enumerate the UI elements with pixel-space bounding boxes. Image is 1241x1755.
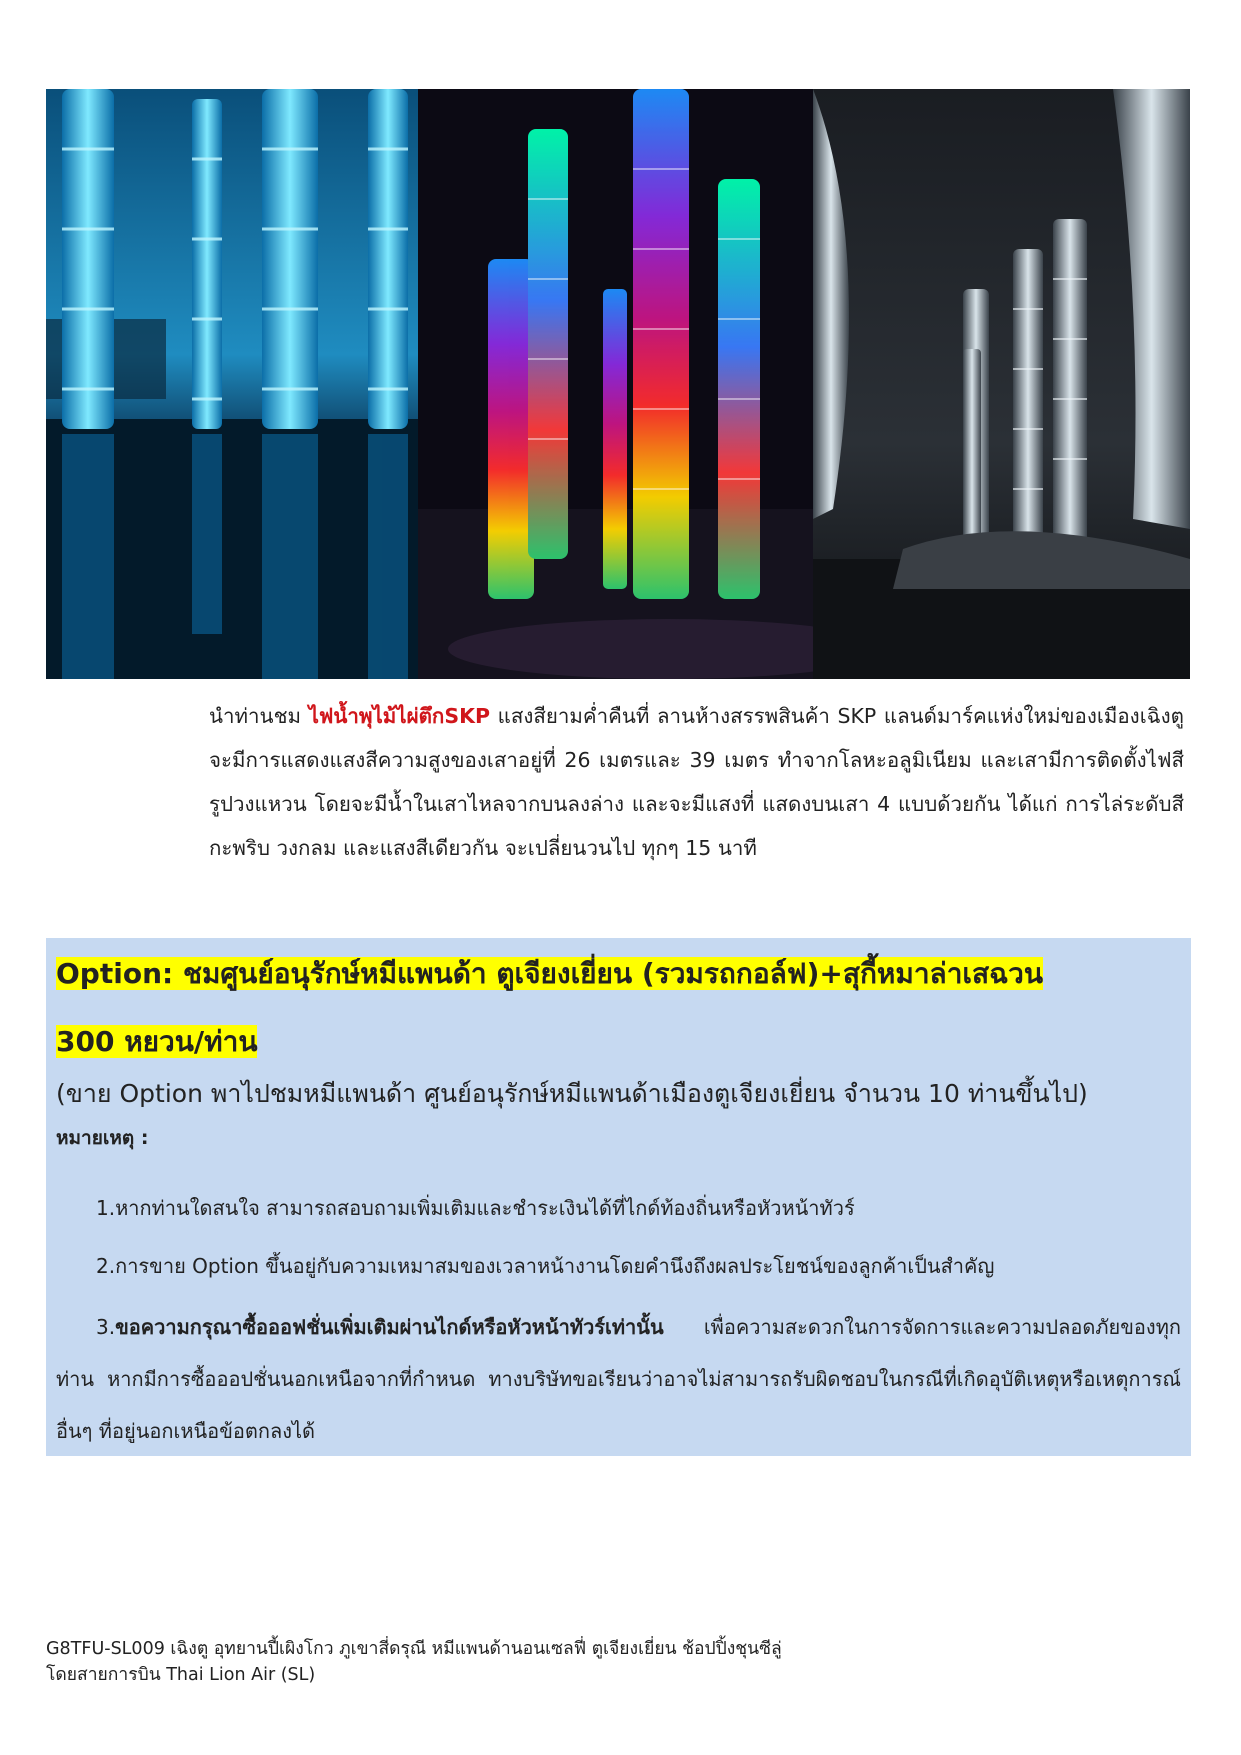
option-title-line2: 300 หยวน/ท่าน: [56, 1025, 258, 1058]
blue-fountain-pillars-photo: [46, 89, 418, 679]
note3-bold: ขอความกรุณาซื้อออฟชั่นเพิ่มเติมผ่านไกด์หรือหัวหน้าทัวร์เท่านั้น: [115, 1315, 664, 1339]
intro-lead: นำท่านชม: [209, 704, 309, 728]
note-item-1: 1.หากท่านใดสนใจ สามารถสอบถามเพิ่มเติมและชำระเงินได้ที่ไกด์ท้องถิ่นหรือหัวหน้าทัวร์: [96, 1196, 855, 1220]
option-subtitle: (ขาย Option พาไปชมหมีแพนด้า ศูนย์อนุรักษ์หมีแพนด้าเมืองตูเจียงเยี่ยน จำนวน 10 ท่านขึ้นไป): [56, 1079, 1088, 1108]
rainbow-fountain-pillars-photo: [418, 89, 813, 679]
photo-strip: [46, 89, 1190, 679]
note-heading: หมายเหตุ :: [56, 1127, 149, 1149]
intro-body: แสงสียามค่ำคืนที่ ลานห้างสรรพสินค้า SKP แลนด์มาร์คแห่งใหม่ของเมืองเฉิงตู จะมีการแสดงแสงสีความสูงของเสาอยู่ที่ 26 เมตรและ 39 เมตร ทำจากโลหะอลูมิเนียม และเสามีการติดตั้งไฟสีรูปวงแหวน โดยจะมีน้ำในเสาไหลจากบนลงล่าง และจะมีแสงที่ แสดงบนเสา 4 แบบด้วยกัน ได้แก่ การไล่ระดับสีกะพริบ วงกลม และแสงสีเดียวกัน จะเปลี่ยนวนไป ทุกๆ 15 นาที: [209, 704, 1184, 860]
note-item-3: [56, 1301, 1181, 1457]
footer-line-2: โดยสายการบิน Thai Lion Air (SL): [46, 1665, 316, 1685]
note3-number: 3.: [96, 1315, 116, 1339]
intro-paragraph: [209, 694, 1184, 870]
option-box: [46, 938, 1191, 1456]
note3-rest: เพื่อความสะดวกในการจัดการและความปลอดภัยของทุกท่าน หากมีการซื้อออปชั่นนอกเหนือจากที่กำหนด ทางบริษัทขอเรียนว่าอาจไม่สามารถรับผิดชอบในกรณีที่เกิดอุบัติเหตุหรือเหตุการณ์อื่นๆ ที่อยู่นอกเหนือข้อตกลงได้: [56, 1315, 1181, 1443]
white-fountain-pillars-photo: [813, 89, 1190, 679]
footer: [46, 1636, 782, 1688]
intro-highlight: ไฟน้ำพุไม้ไผ่ตึกSKP: [308, 704, 491, 728]
note-item-2: 2.การขาย Option ขึ้นอยู่กับความเหมาสมของเวลาหน้างานโดยคำนึงถึงผลประโยชน์ของลูกค้าเป็นสำคัญ: [96, 1254, 995, 1278]
option-price: [56, 1010, 257, 1074]
option-title: [56, 942, 1186, 1006]
option-title-line1: Option: ชมศูนย์อนุรักษ์หมีแพนด้า ตูเจียงเยี่ยน (รวมรถกอล์ฟ)+สุกี้หมาล่าเสฉวน: [56, 957, 1044, 990]
footer-line-1: G8TFU-SL009 เฉิงตู อุทยานปี้เผิงโกว ภูเขาสี่ดรุณี หมีแพนด้านอนเซลฟี่ ตูเจียงเยี่ยน ช้อปปิ้งชุนซีลู่: [46, 1639, 782, 1659]
